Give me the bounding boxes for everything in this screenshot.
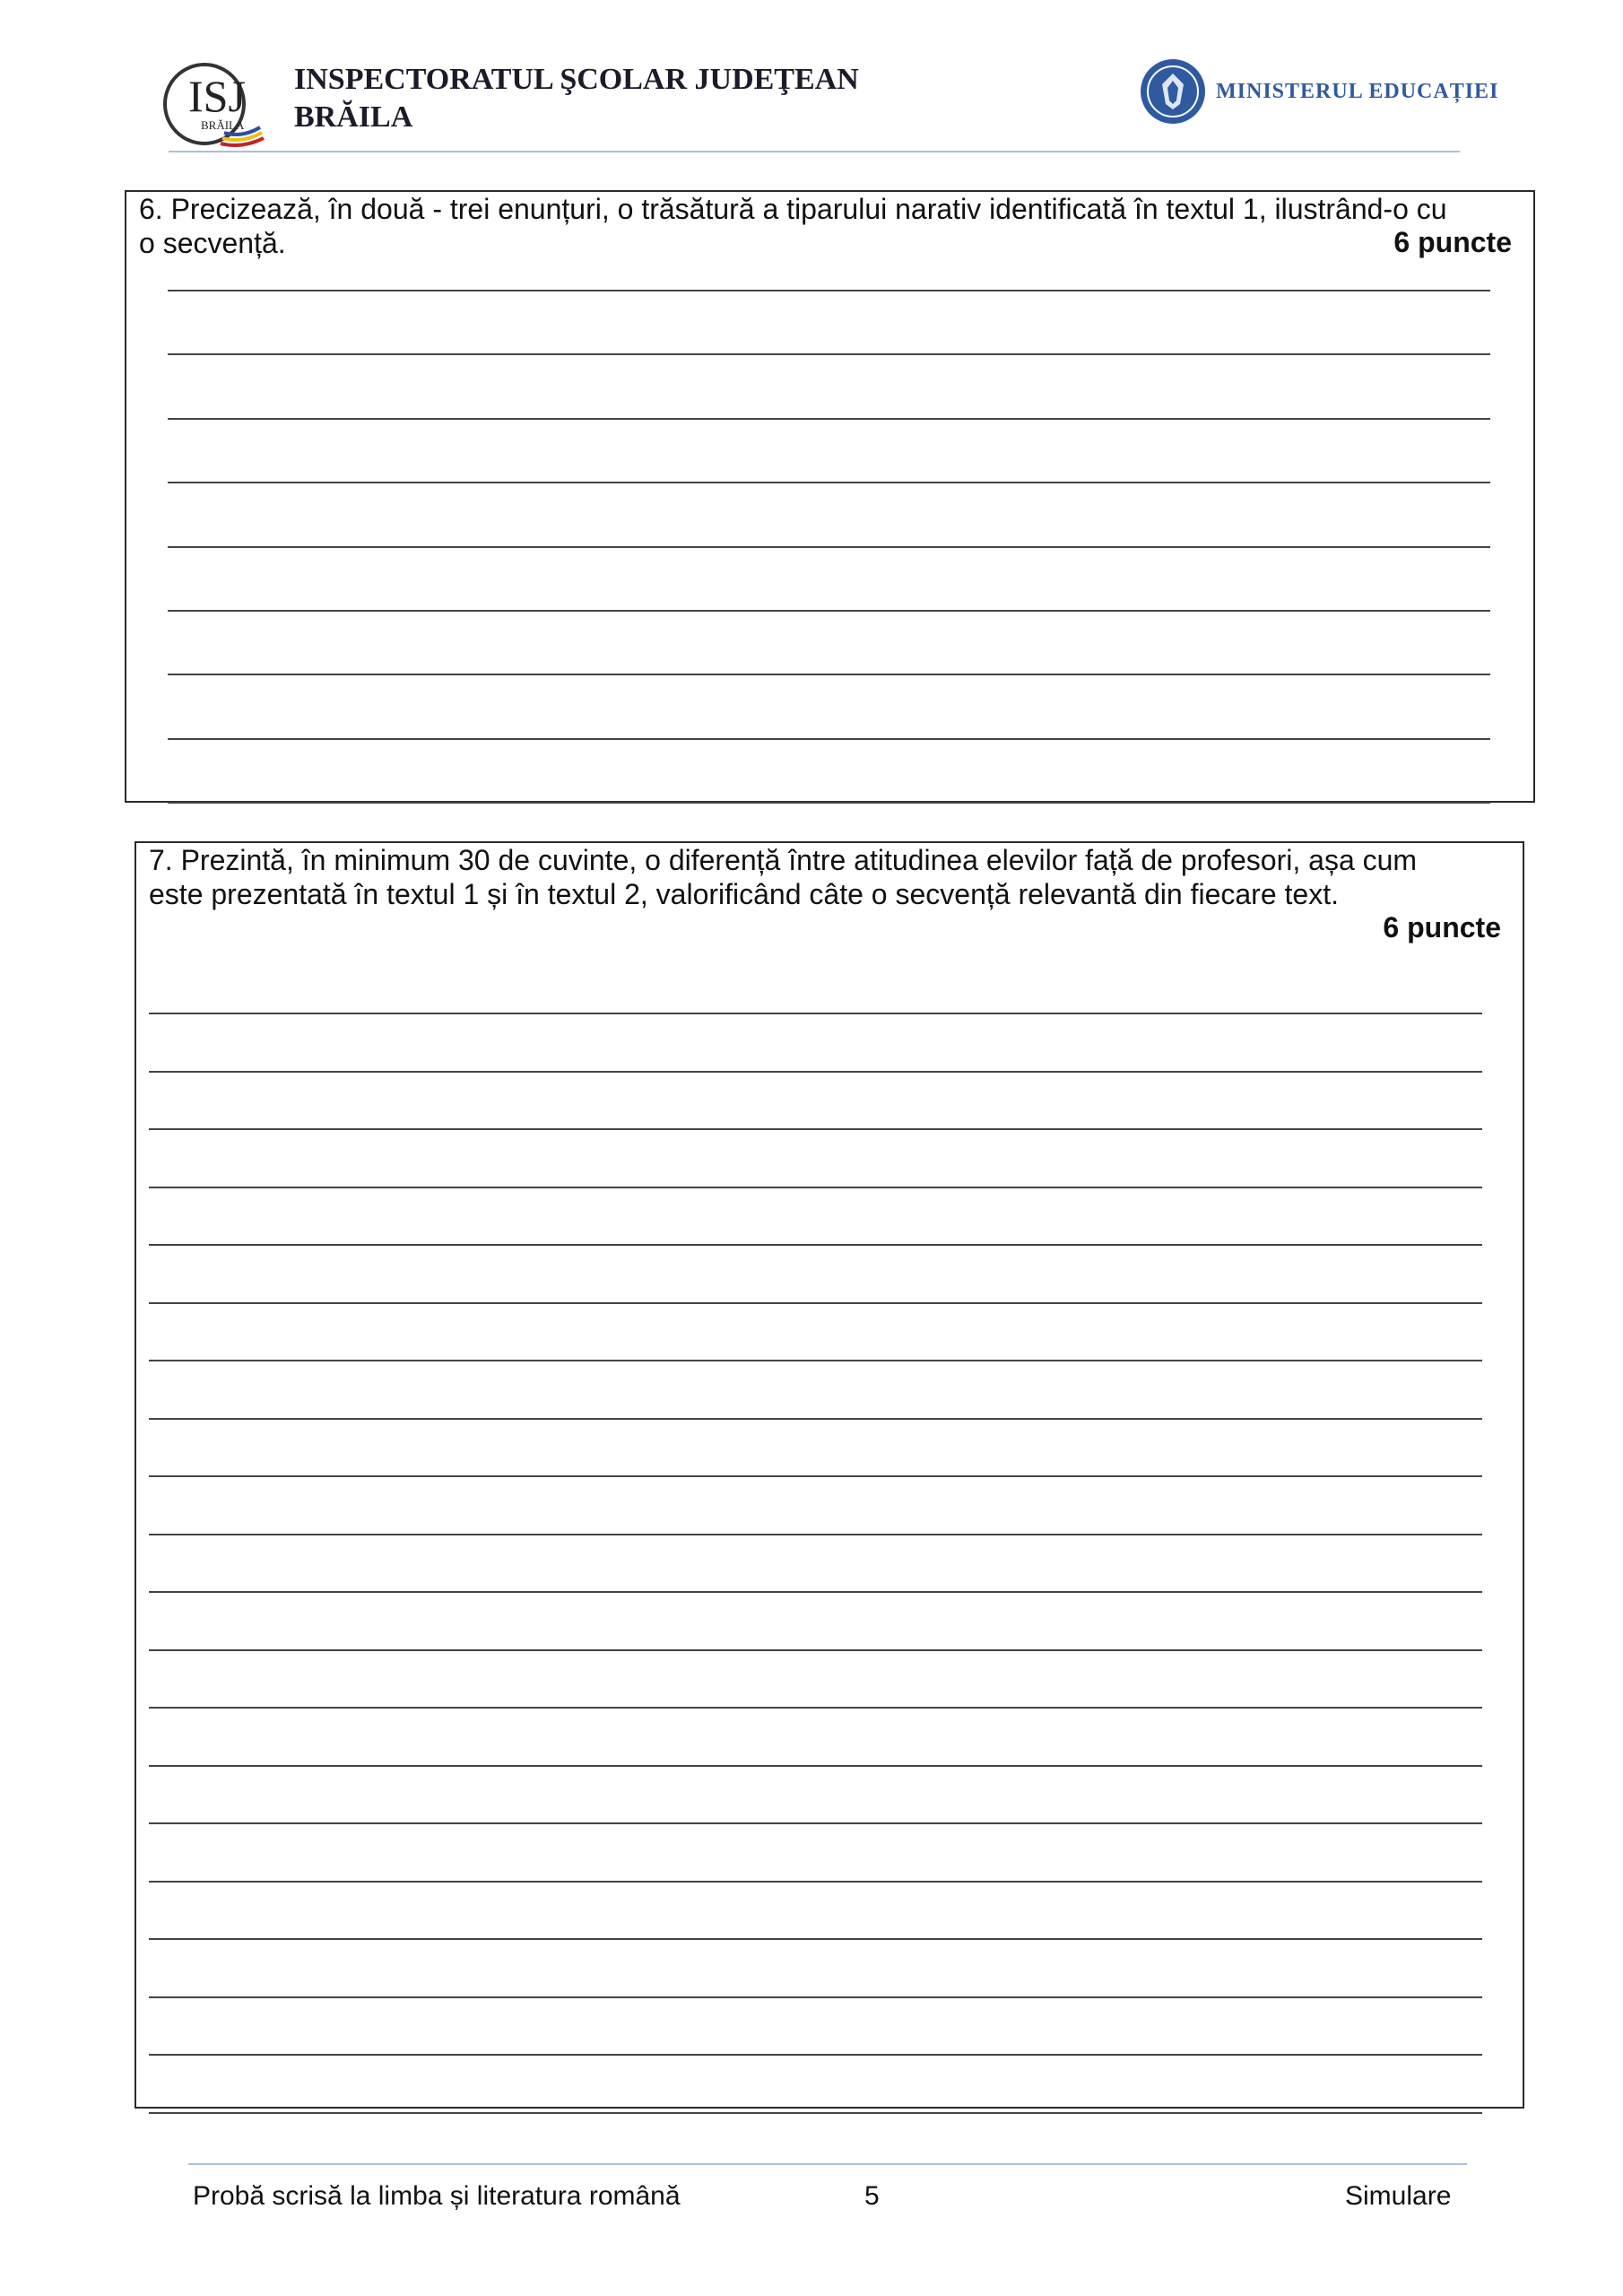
question-7-text-line2: este prezentată în textul 1 și în textul 2, valorificând câte o secvență relevantă din fiecare text.: [149, 878, 1339, 910]
question-7-answer-line[interactable]: [149, 1996, 1482, 1998]
footer-exam-title: Probă scrisă la limba și literatura română: [193, 2181, 681, 2211]
question-7-points: 6 puncte: [1383, 911, 1501, 944]
ministry-seal-icon: [1139, 57, 1207, 126]
question-6-answer-line[interactable]: [168, 802, 1490, 804]
question-7-answer-line[interactable]: [149, 2112, 1482, 2114]
ministry-logo: [1139, 56, 1498, 127]
question-7-answer-line[interactable]: [149, 1591, 1482, 1593]
question-6-answer-line[interactable]: [168, 546, 1490, 548]
question-6-answer-line[interactable]: [168, 610, 1490, 612]
ministry-name: MINISTERUL EDUCAȚIEI: [1216, 79, 1499, 103]
question-7-answer-line[interactable]: [149, 1071, 1482, 1073]
question-7-answer-line[interactable]: [149, 1707, 1482, 1709]
question-7-answer-line[interactable]: [149, 1302, 1482, 1304]
footer-page-number: 5: [864, 2181, 880, 2211]
page-header: [161, 56, 1499, 154]
svg-text:BRĂILA: BRĂILA: [201, 118, 245, 132]
question-7-answer-line[interactable]: [149, 1244, 1482, 1246]
question-7-answer-line[interactable]: [149, 2054, 1482, 2056]
question-6-text: [139, 192, 1447, 260]
question-7-answer-line[interactable]: [149, 1534, 1482, 1535]
institution-title-line1: INSPECTORATUL ŞCOLAR JUDEŢEAN: [294, 63, 859, 96]
svg-text:ISJ: ISJ: [188, 71, 246, 121]
header-rule: [169, 151, 1460, 152]
question-6-answer-line[interactable]: [168, 353, 1490, 355]
footer-exam-type: Simulare: [1345, 2181, 1452, 2211]
question-7-answer-line[interactable]: [149, 1013, 1482, 1014]
question-6-box: [125, 190, 1535, 803]
question-7-answer-line[interactable]: [149, 1187, 1482, 1188]
question-7-answer-line[interactable]: [149, 1475, 1482, 1477]
question-7-answer-line[interactable]: [149, 1360, 1482, 1361]
footer-rule: [188, 2163, 1467, 2165]
question-7-answer-line[interactable]: [149, 1822, 1482, 1824]
question-6-answer-line[interactable]: [168, 674, 1490, 675]
question-7-answer-line[interactable]: [149, 1881, 1482, 1883]
question-6-text-line2: o secvență.: [139, 227, 286, 259]
institution-title: [294, 61, 859, 136]
question-6-answer-line[interactable]: [168, 418, 1490, 420]
question-6-text-line1: 6. Precizează, în două - trei enunțuri, o trăsătură a tiparului narativ identificată în textul 1, ilustrând-o cu: [139, 193, 1447, 225]
question-6-answer-line[interactable]: [168, 290, 1490, 291]
question-7-answer-line[interactable]: [149, 1128, 1482, 1130]
question-7-text-line1: 7. Prezintă, în minimum 30 de cuvinte, o diferență între atitudinea elevilor față de profesori, așa cum: [149, 844, 1418, 876]
question-7-answer-line[interactable]: [149, 1418, 1482, 1420]
isj-logo: [161, 56, 269, 152]
institution-title-line2: BRĂILA: [294, 100, 413, 134]
question-7-answer-line[interactable]: [149, 1649, 1482, 1651]
question-6-answer-line[interactable]: [168, 738, 1490, 740]
question-6-answer-line[interactable]: [168, 482, 1490, 483]
question-7-answer-line[interactable]: [149, 1765, 1482, 1767]
question-7-text: [149, 843, 1417, 911]
question-7-answer-line[interactable]: [149, 1938, 1482, 1940]
question-6-points: 6 puncte: [1393, 226, 1512, 258]
